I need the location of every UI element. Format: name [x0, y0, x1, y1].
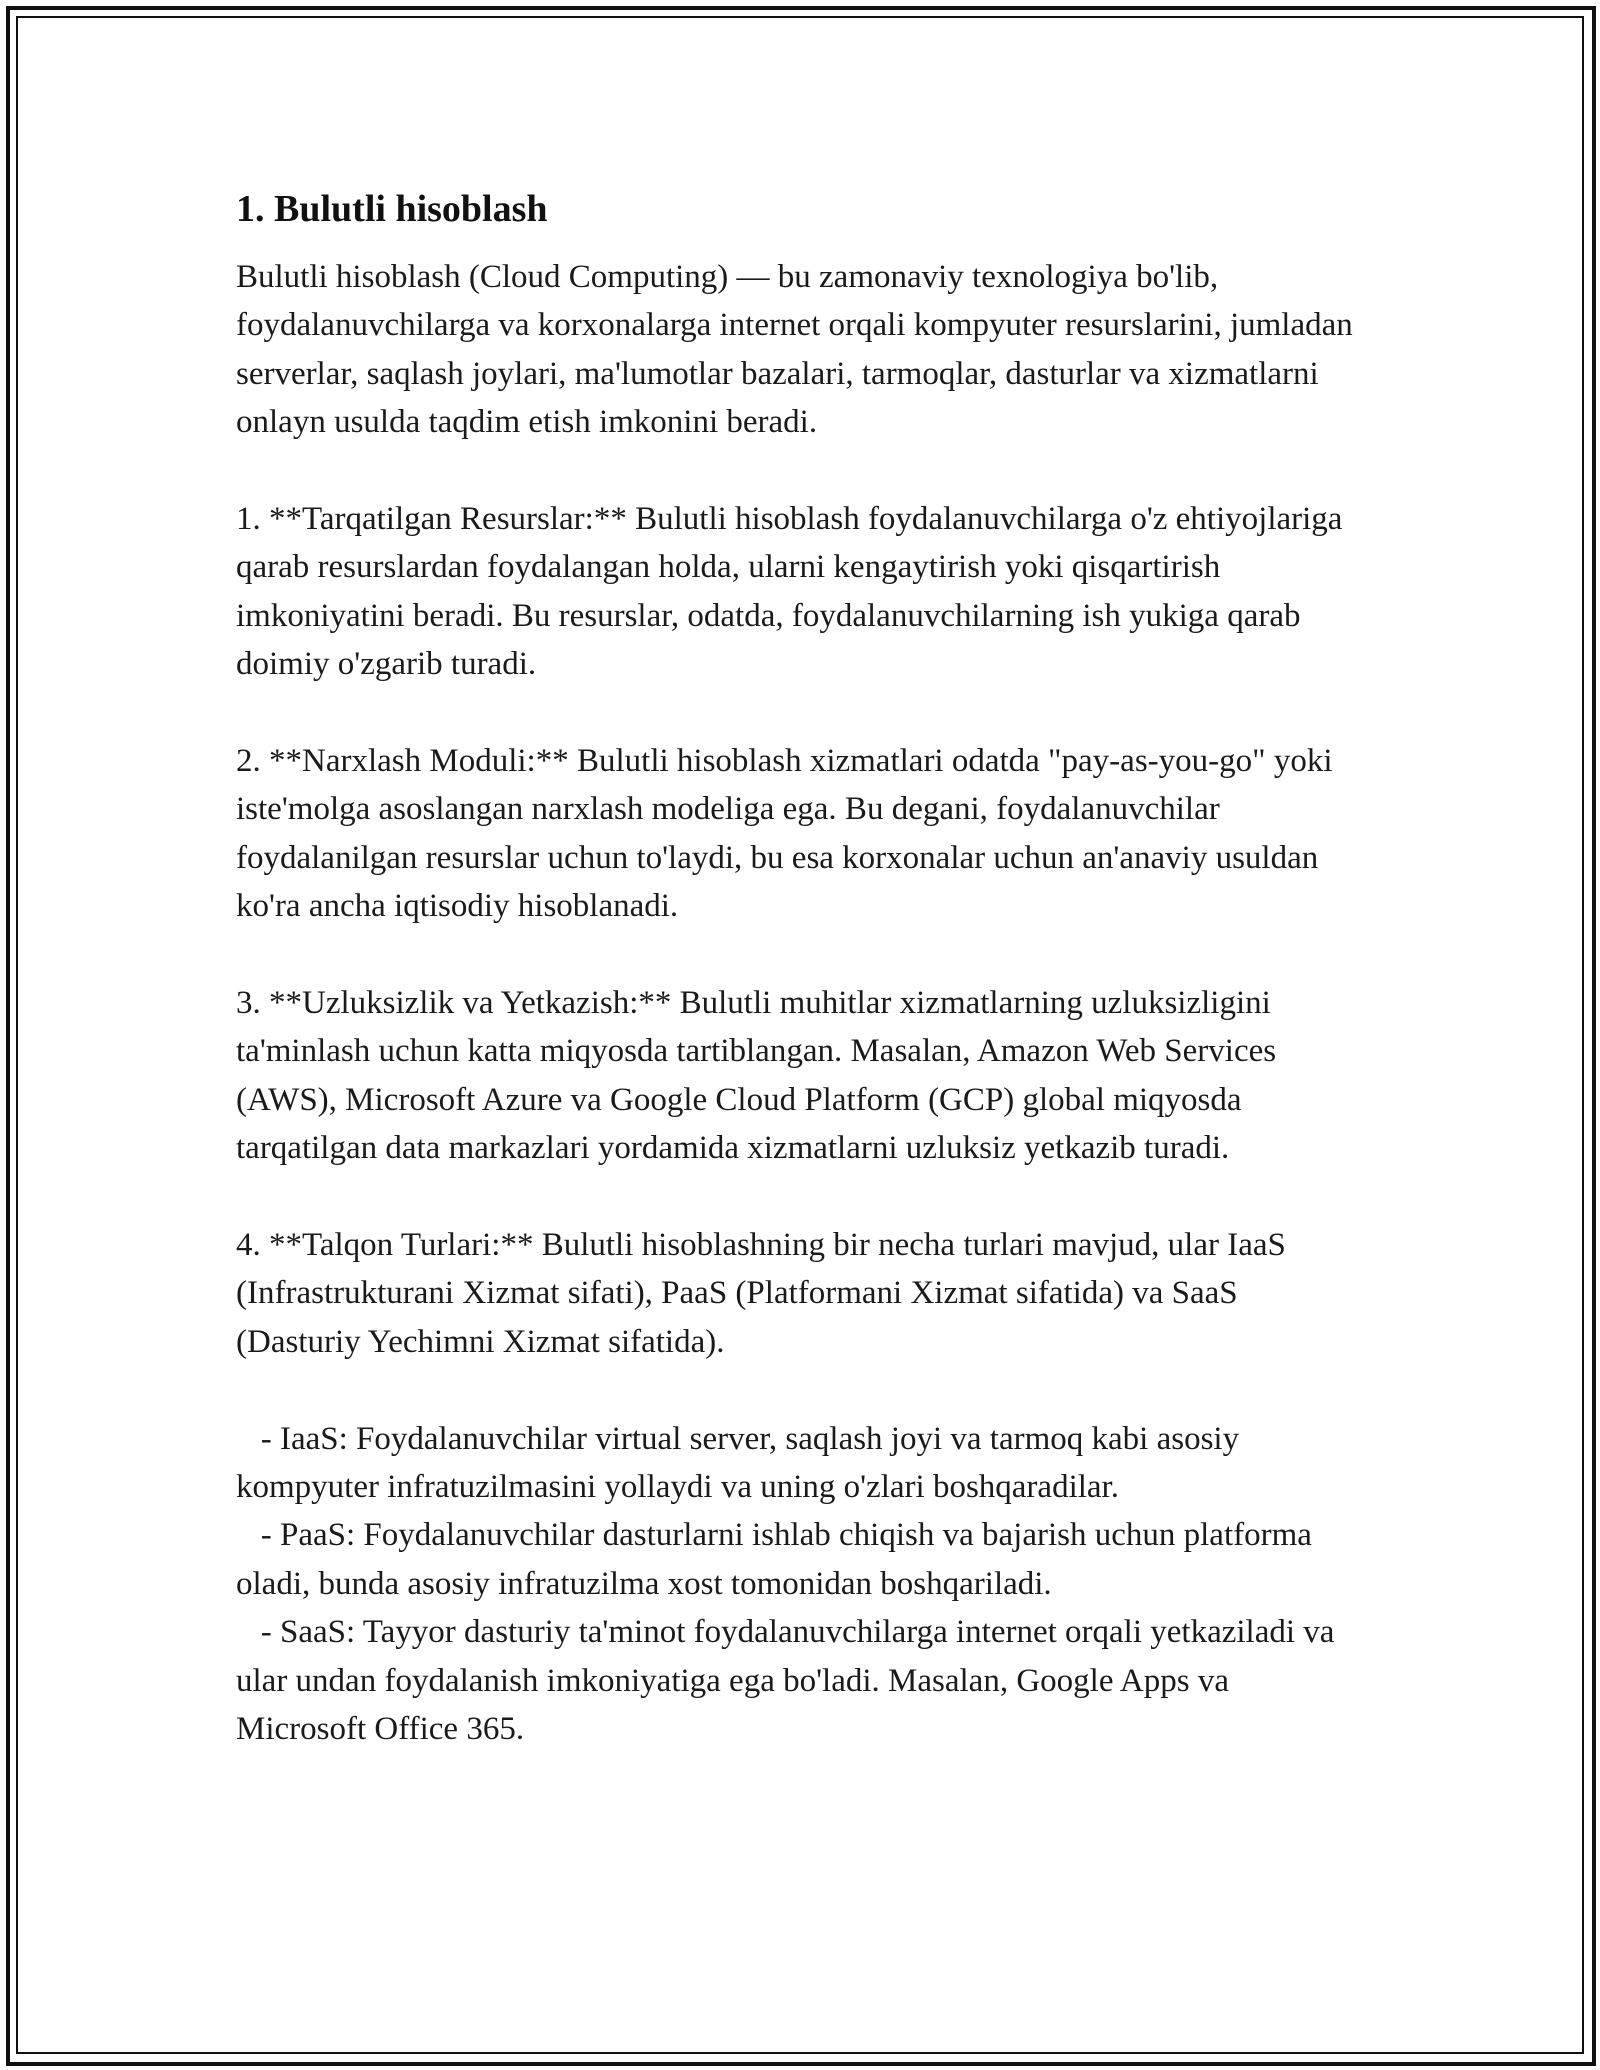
list-item: 3. **Uzluksizlik va Yetkazish:** Bulutli muhitlar xizmatlarning uzluksizligini ta'minlash uchun katta miqyosda tartiblangan. Masalan, Amazon Web Services (AWS), Microsoft Azure va Google Cloud Platform (GCP) global miqyosda tarqatilgan data markazlari yordamida xizmatlarni uzluksiz yetkazib turadi.	[236, 985, 1285, 1167]
list-item: 1. **Tarqatilgan Resurslar:** Bulutli hisoblash foydalanuvchilarga o'z ehtiyojlariga qarab resurslardan foydalangan holda, ularni kengaytirish yoki qisqartirish imkoniyatini beradi. Bu resurslar, odatda, foydalanuvchilarning ish yukiga qarab doimiy o'zgarib turadi.	[236, 501, 1351, 683]
sub-list-item-paas: - PaaS: Foydalanuvchilar dasturlarni ishlab chiqish va bajarish uchun platforma oladi, bunda asosiy infratuzilma xost tomonidan boshqariladi.	[236, 1517, 1321, 1602]
sub-list-item-saas: - SaaS: Tayyor dasturiy ta'minot foydalanuvchilarga internet orqali yetkaziladi va ular undan foydalanish imkoniyatiga ega bo'ladi. Masalan, Google Apps va Microsoft Office 365.	[236, 1614, 1343, 1748]
sub-list-item-iaas: - IaaS: Foydalanuvchilar virtual server, saqlash joyi va tarmoq kabi asosiy kompyuter infratuzilmasini yollaydi va uning o'zlari boshqaradilar.	[236, 1420, 1248, 1506]
document-body	[236, 185, 1366, 1754]
document-title: 1. Bulutli hisoblash	[236, 188, 548, 230]
intro-paragraph: Bulutli hisoblash (Cloud Computing) — bu zamonaviy texnologiya bo'lib, foydalanuvchilarga va korxonalarga internet orqali kompyuter resurslarini, jumladan serverlar, saqlash joylari, ma'lumotlar bazalari, tarmoqlar, dasturlar va xizmatlarni onlayn usulda taqdim etish imkonini beradi.	[236, 259, 1361, 441]
list-item: 2. **Narxlash Moduli:** Bulutli hisoblash xizmatlari odatda "pay-as-you-go" yoki iste'molga asoslangan narxlash modeliga ega. Bu degani, foydalanuvchilar foydalanilgan resurslar uchun to'laydi, bu esa korxonalar uchun an'anaviy usuldan ko'ra ancha iqtisodiy hisoblanadi.	[236, 743, 1341, 925]
list-item: 4. **Talqon Turlari:** Bulutli hisoblashning bir necha turlari mavjud, ular IaaS (Infrastrukturani Xizmat sifati), PaaS (Platformani Xizmat sifatida) va SaaS (Dasturiy Yechimni Xizmat sifatida).	[236, 1227, 1295, 1360]
